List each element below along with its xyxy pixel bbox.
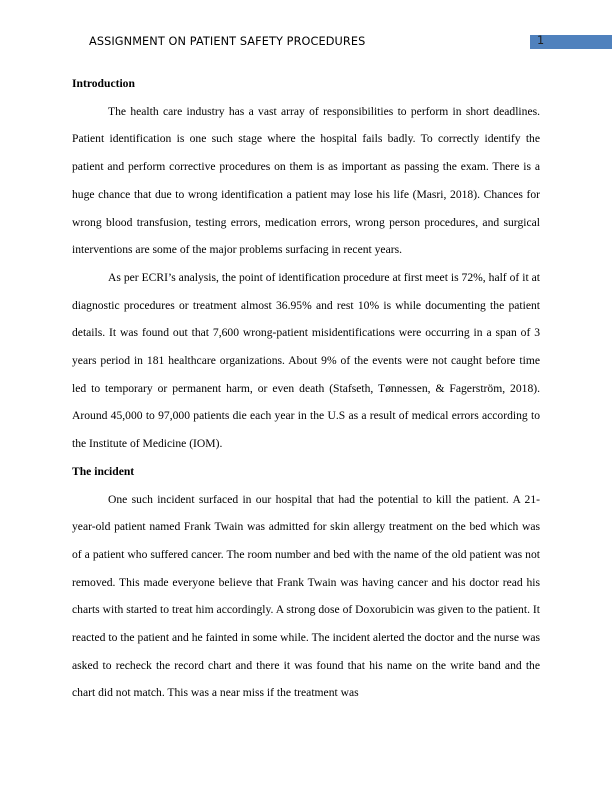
- paragraph: As per ECRI’s analysis, the point of identification procedure at first meet is 72%, half of it at diagnostic procedures or treatment almost 36.95% and rest 10% is while documenting the patient details. It was found out that 7,600 wrong-patient misidentifications were occurring in a span of 3 years period in 181 healthcare organizations. About 9% of the events were not caught before time led to temporary or permanent harm, or even death (Stafseth, Tønnessen, & Fagerström, 2018). Around 45,000 to 97,000 patients die each year in the U.S as a result of medical errors according to the Institute of Medicine (IOM).: [72, 270, 540, 451]
- section-heading-introduction: Introduction: [72, 77, 135, 90]
- paragraph: The health care industry has a vast array of responsibilities to perform in short deadlines. Patient identification is one such stage where the hospital fails badly. To correctly identify the patient and perform corrective procedures on them is as important as passing the exam. There is a huge chance that due to wrong identification a patient may lose his life (Masri, 2018). Chances for wrong blood transfusion, testing errors, medication errors, wrong person procedures, and surgical interventions are some of the major problems surfacing in recent years.: [72, 104, 540, 257]
- page-number: 1: [537, 34, 545, 47]
- section-heading-incident: The incident: [72, 464, 135, 478]
- running-head-title: ASSIGNMENT ON PATIENT SAFETY PROCEDURES: [89, 35, 366, 48]
- page-number-badge: [530, 35, 612, 49]
- document-body: [72, 70, 540, 707]
- paragraph: One such incident surfaced in our hospital that had the potential to kill the patient. A 21-year-old patient named Frank Twain was admitted for skin allergy treatment on the bed which was of a patient who suffered cancer. The room number and bed with the name of the old patient was not removed. This made everyone believe that Frank Twain was having cancer and his doctor read his charts with started to treat him accordingly. A strong dose of Doxorubicin was given to the patient. It reacted to the patient and he fainted in some while. The incident alerted the doctor and the nurse was asked to recheck the record chart and there it was found that his name on the write band and the chart did not match. This was a near miss if the treatment was: [72, 492, 540, 700]
